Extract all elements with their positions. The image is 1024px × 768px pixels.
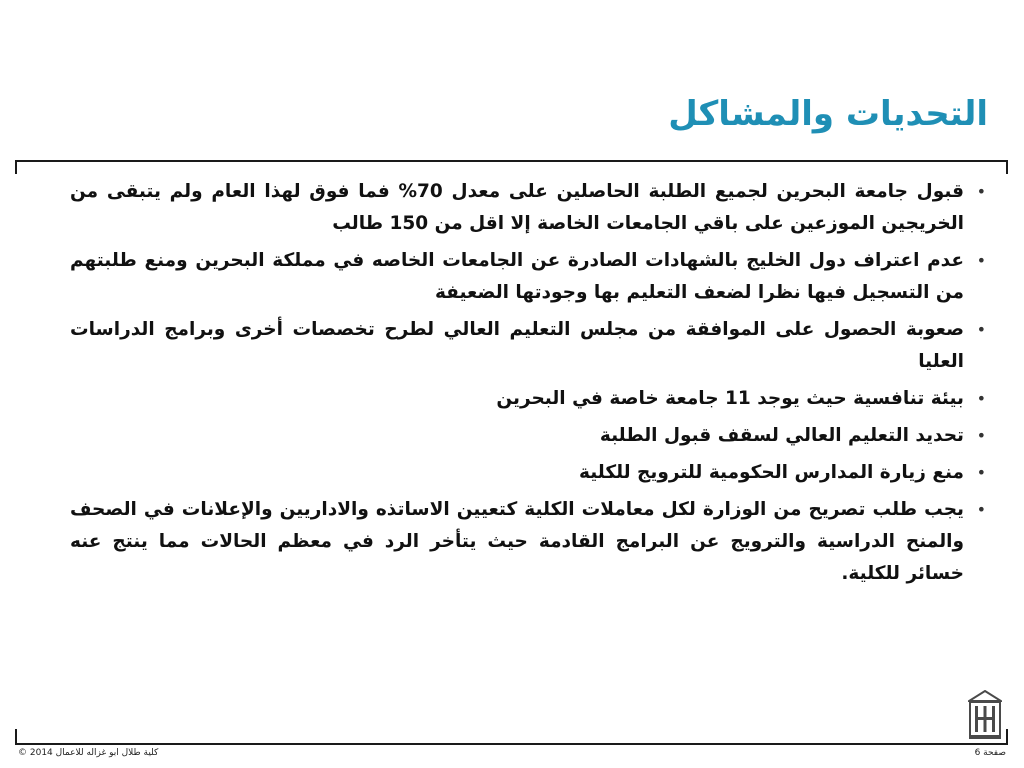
bullet-text: منع زيارة المدارس الحكومية للترويج للكلية bbox=[579, 462, 964, 483]
bullet-marker: • bbox=[976, 463, 986, 482]
logo-roof bbox=[969, 691, 1001, 701]
bullet-text: قبول جامعة البحرين لجميع الطلبة الحاصلين على معدل 70% فما فوق لهذا العام ولم يتبقى من الخريجين الموزعين على باقي الجامعات الخاصة إلا اقل من 150 طالب bbox=[70, 181, 964, 234]
footer-divider-tick-left bbox=[15, 729, 17, 743]
bullet-list bbox=[70, 176, 990, 595]
bullet-item bbox=[70, 176, 990, 240]
bullet-text: صعوبة الحصول على الموافقة من مجلس التعليم العالي لطرح تخصصات أخرى وبرامج الدراسات العليا bbox=[70, 319, 964, 372]
bullet-marker: • bbox=[976, 426, 986, 445]
logo-base bbox=[969, 737, 1001, 739]
slide-title: التحديات والمشاكل bbox=[668, 94, 988, 134]
bullet-item bbox=[70, 494, 990, 590]
title-divider-tick-left bbox=[15, 160, 17, 174]
title-divider bbox=[15, 160, 1008, 162]
bullet-item bbox=[70, 314, 990, 378]
bullet-item bbox=[70, 457, 990, 489]
footer-page-number: صفحة 6 bbox=[974, 748, 1006, 758]
bullet-marker: • bbox=[976, 389, 986, 408]
bullet-text: عدم اعتراف دول الخليج بالشهادات الصادرة عن الجامعات الخاصه في مملكة البحرين ومنع طلبتهم من التسجيل فيها نظرا لضعف التعليم بها وجودتها الضعيفة bbox=[70, 250, 964, 303]
bullet-marker: • bbox=[976, 182, 986, 201]
title-divider-tick-right bbox=[1006, 160, 1008, 174]
bullet-item bbox=[70, 245, 990, 309]
bullet-marker: • bbox=[976, 320, 986, 339]
footer-divider-tick-right bbox=[1006, 729, 1008, 743]
bullet-marker: • bbox=[976, 500, 986, 519]
footer-divider bbox=[15, 743, 1008, 745]
logo-crossbar bbox=[975, 717, 995, 720]
tag-logo-icon bbox=[968, 690, 1002, 740]
bullet-text: يجب طلب تصريح من الوزارة لكل معاملات الكلية كتعيين الاساتذه والاداريين والإعلانات في الصحف والمنح الدراسية والترويج عن البرامج القادمة حيث يتأخر الرد في معظم الحالات مما ينتج عنه خسائر للكلية. bbox=[70, 499, 964, 584]
bullet-item bbox=[70, 383, 990, 415]
bullet-text: تحديد التعليم العالي لسقف قبول الطلبة bbox=[599, 425, 964, 446]
bullet-marker: • bbox=[976, 251, 986, 270]
footer-copyright: كلية طلال ابو غزاله للاعمال 2014 © bbox=[18, 748, 159, 758]
bullet-text: بيئة تنافسية حيث يوجد 11 جامعة خاصة في البحرين bbox=[496, 388, 964, 409]
bullet-item bbox=[70, 420, 990, 452]
